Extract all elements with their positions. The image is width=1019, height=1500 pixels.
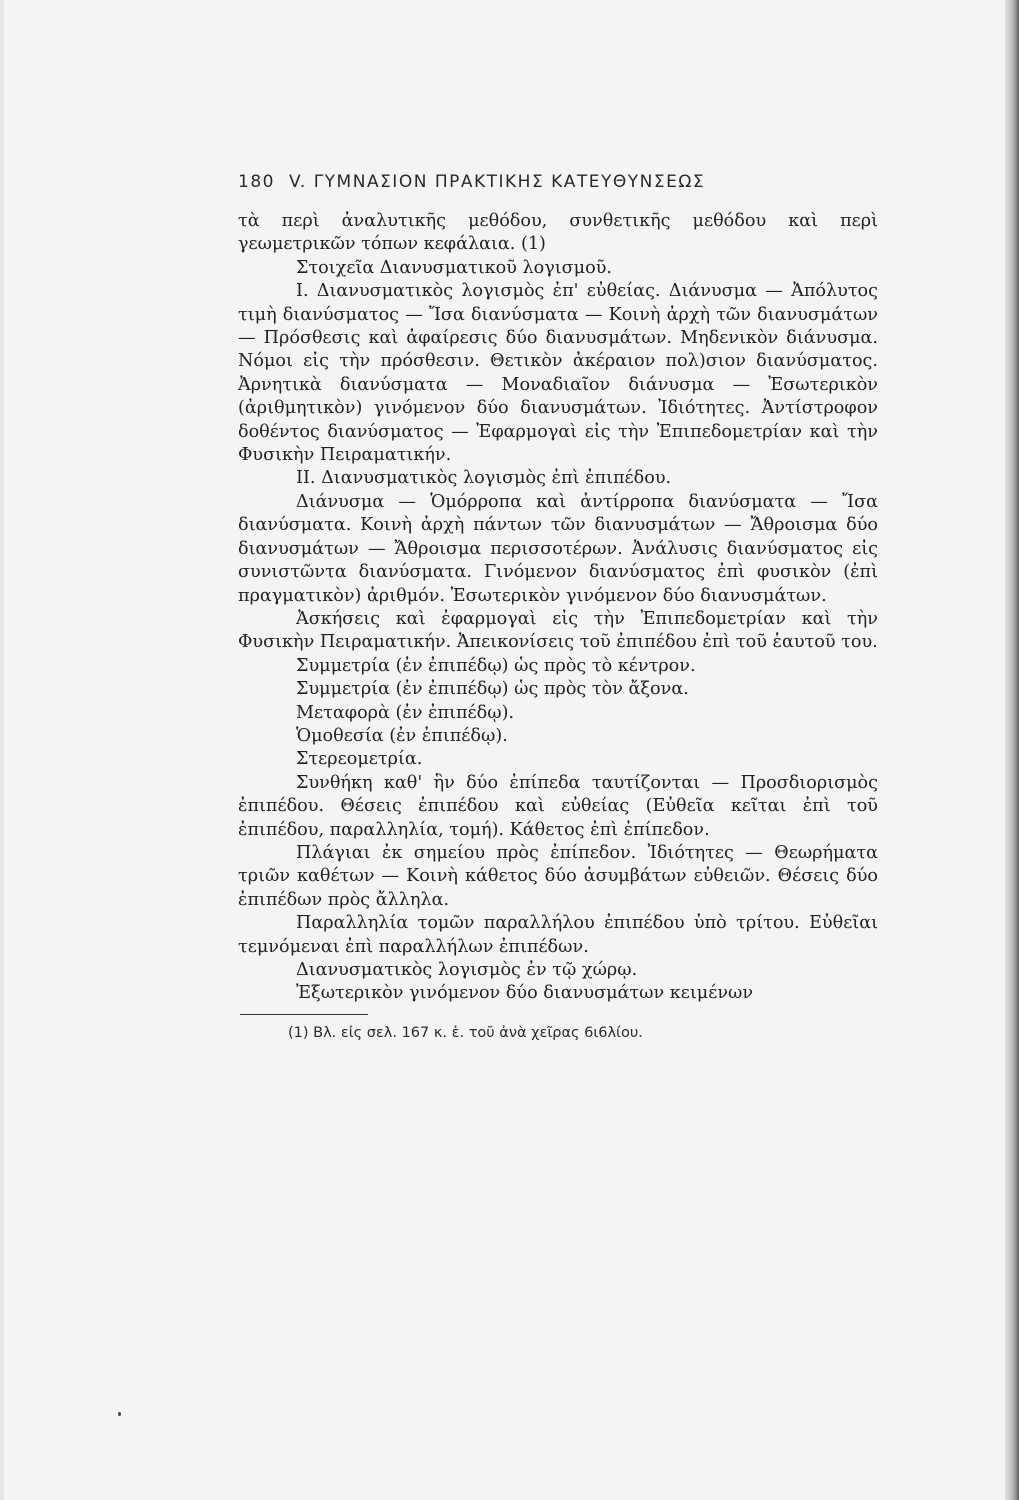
- paragraph-applications: Ἀσκήσεις καὶ ἐφαρμογαὶ εἰς τὴν Ἐπιπεδομετρίαν καὶ τὴν Φυσικὴν Πειραματικήν. Ἀπεικονίσεις τοῦ ἐπιπέδου ἐπὶ τοῦ ἑαυτοῦ του.: [238, 608, 878, 653]
- running-head: [238, 172, 878, 192]
- page-number: 180: [238, 172, 275, 192]
- paragraph-planes-condition: Συνθήκη καθ' ἣν δύο ἐπίπεδα ταυτίζονται — Προσδιορισμὸς ἐπιπέδου. Θέσεις ἐπιπέδου καὶ εὐθείας (Εὐθεῖα κεῖται ἐπὶ τοῦ ἐπιπέδου, παραλληλία, τομή). Κάθετος ἐπὶ ἐπίπεδον.: [238, 772, 878, 840]
- section-heading-vector-calculus: Στοιχεῖα Διανυσματικοῦ λογισμοῦ.: [296, 257, 613, 278]
- running-title: V. ΓΥΜΝΑΣΙΟΝ ΠΡΑΚΤΙΚΗΣ ΚΑΤΕΥΘΥΝΣΕΩΣ: [288, 172, 706, 192]
- body-text: [238, 210, 878, 1006]
- list-item-homothety: Ὁμοθεσία (ἐν ἐπιπέδῳ).: [296, 725, 508, 746]
- footnote: (1) Βλ. εἰς σελ. 167 κ. ἑ. τοῦ ἀνὰ χεῖρας 6ι6λίου.: [288, 1024, 643, 1041]
- paragraph-line-vectors: I. Διανυσματικὸς λογισμὸς ἐπ' εὐθείας. Διάνυσμα — Ἀπόλυτος τιμὴ διανύσματος — Ἴσα διανύσματα — Κοινὴ ἀρχὴ τῶν διανυσμάτων — Πρόσθεσις καὶ ἀφαίρεσις δύο διανυσμάτων. Μηδενικὸν διάνυσμα. Νόμοι εἰς τὴν πρόσθεσιν. Θετικὸν ἀκέραιον πολ)σιον διανύσματος. Ἀρνητικὰ διανύσματα — Μοναδιαῖον διάνυσμα — Ἐσωτερικὸν (ἀριθμητικὸν) γινόμενον δύο διανυσμάτων. Ἰδιότητες. Ἀντίστροφον δοθέντος διανύσματος — Ἐφαρμογαὶ εἰς τὴν Ἐπιπεδομετρίαν καὶ τὴν Φυσικὴν Πειραματικήν.: [238, 281, 878, 466]
- page-content: [238, 172, 878, 1041]
- paragraph-cross-product: Ἐξωτερικὸν γινόμενον δύο διανυσμάτων κειμένων: [296, 983, 754, 1004]
- scan-speck: [118, 1412, 121, 1416]
- footnote-divider: [240, 1014, 368, 1015]
- paragraph-continuation: τὰ περὶ ἀναλυτικῆς μεθόδου, συνθετικῆς μεθόδου καὶ περὶ γεωμετρικῶν τόπων κεφάλαια. (1): [238, 211, 878, 255]
- section-heading-plane-vectors: II. Διανυσματικὸς λογισμὸς ἐπὶ ἐπιπέδου.: [296, 468, 672, 489]
- scan-edge-left: [0, 0, 4, 1500]
- paragraph-plane-vectors: Διάνυσμα — Ὁμόρροπα καὶ ἀντίρροπα διανύσματα — Ἴσα διανύσματα. Κοινὴ ἀρχὴ πάντων τῶν διανυσμάτων — Ἄθροισμα δύο διανυσμάτων — Ἄθροισμα περισσοτέρων. Ἀνάλυσις διανύσματος εἰς συνιστῶντα διανύσματα. Γινόμενον διανύσματος ἐπὶ φυσικὸν (ἐπὶ πραγματικὸν) ἀριθμόν. Ἐσωτερικὸν γινόμενον δύο διανυσμάτων.: [238, 491, 878, 606]
- paragraph-oblique-lines: Πλάγιαι ἐκ σημείου πρὸς ἐπίπεδον. Ἰδιότητες — Θεωρήματα τριῶν καθέτων — Κοινὴ κάθετος δύο ἀσυμβάτων εὐθειῶν. Θέσεις δύο ἐπιπέδων πρὸς ἄλληλα.: [238, 842, 878, 910]
- list-item-central-symmetry: Συμμετρία (ἐν ἐπιπέδῳ) ὡς πρὸς τὸ κέντρον.: [296, 655, 696, 676]
- paragraph-parallel-sections: Παραλληλία τομῶν παραλλήλου ἐπιπέδου ὑπὸ τρίτου. Εὐθεῖαι τεμνόμεναι ἐπὶ παραλλήλων ἐπιπέδων.: [238, 913, 878, 957]
- scan-edge-right: [1005, 0, 1019, 1500]
- section-heading-stereometry: Στερεομετρία.: [296, 749, 423, 770]
- list-item-axial-symmetry: Συμμετρία (ἐν ἐπιπέδῳ) ὡς πρὸς τὸν ἄξονα.: [296, 679, 689, 700]
- list-item-translation: Μεταφορὰ (ἐν ἐπιπέδῳ).: [296, 702, 515, 723]
- section-heading-space-vectors: Διανυσματικὸς λογισμὸς ἐν τῷ χώρῳ.: [296, 960, 638, 980]
